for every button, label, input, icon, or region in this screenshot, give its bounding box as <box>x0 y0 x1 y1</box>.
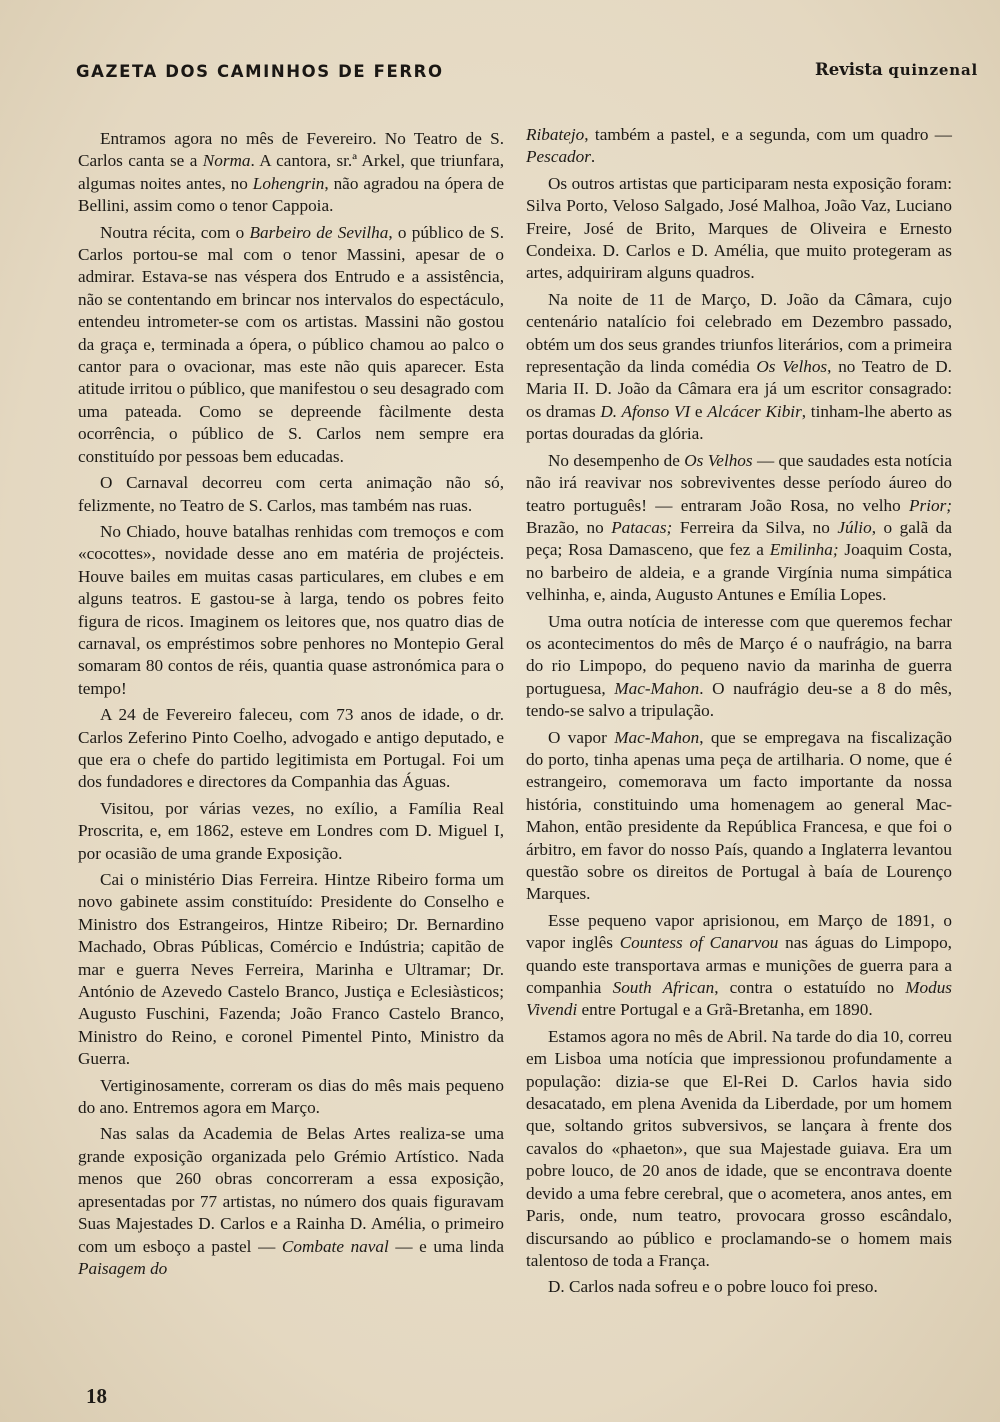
italic-text: Júlio <box>837 517 872 537</box>
paragraph <box>78 472 504 517</box>
paragraph <box>78 869 504 1071</box>
text-run: No Chiado, houve batalhas renhidas com tremoços e com «cocottes», novidade desse ano em matéria de projécteis. Houve bailes em muitas casas particulares, em clubes e em alguns teatros. E gastou-se à larga, tendo os pobres feito figura de ricos. Imaginem os leitores que, nos quatro dias de carnaval, os empréstimos sobre penhores no Montepio Geral somaram 80 contos de réis, quantia quase astronómica para o tempo! <box>78 521 504 698</box>
page-number: 18 <box>86 1384 107 1408</box>
italic-text: Barbeiro de Sevilha <box>249 222 389 242</box>
paragraph <box>78 222 504 468</box>
text-run: entre Portugal e a Grã-Bretanha, em 1890. <box>577 1000 873 1020</box>
left-column <box>78 128 504 1284</box>
italic-text: Lohengrin <box>252 173 325 193</box>
italic-text: Paisagem do <box>78 1258 168 1278</box>
text-run: — e uma linda <box>388 1236 504 1256</box>
paragraph <box>526 289 952 446</box>
italic-text: Patacas; <box>611 517 673 537</box>
text-run: . <box>590 147 596 167</box>
paragraph <box>78 1123 504 1280</box>
italic-text: Norma <box>202 151 251 171</box>
italic-text: Pescador <box>526 147 591 167</box>
italic-text: Mac-Mahon <box>614 727 700 747</box>
text-run: , também a pastel, e a segunda, com um quadro — <box>584 125 952 144</box>
text-run: No desempenho de <box>548 450 685 470</box>
italic-text: Modus Vivendi <box>526 978 952 1020</box>
text-run: , não agradou na ópera de Bellini, assim como o tenor Cappoia. <box>78 173 504 216</box>
paragraph <box>526 173 952 285</box>
paragraph <box>526 1026 952 1272</box>
text-run: Visitou, por várias vezes, no exílio, a Família Real Proscrita, e, em 1862, esteve em Londres com D. Miguel I, por ocasião de uma grande Exposição. <box>78 798 504 863</box>
paragraph <box>78 521 504 700</box>
text-run: . A cantora, sr.ª Arkel, que triunfara, algumas noites antes, no <box>78 151 504 193</box>
text-run: Noutra récita, com o <box>100 222 250 242</box>
italic-text: Emilinha; <box>769 540 839 560</box>
paragraph <box>78 1075 504 1120</box>
text-run: , o público de S. Carlos portou-se mal com o tenor Massini, apesar de o admirar. Estava-se nas véspera dos Entrudo e a assistência, não se contentando em brincar nos intervalos do espectáculo, entendeu intrometer-se com os artistas. Massini não gostou da graça e, terminada a ópera, o público chamou ao palco o cantor para o ovacionar, mas este não quis aparecer. Esta atitude irritou o público, que manifestou o seu desagrado com uma pateada. Como se depreende fàcilmente desta ocorrência, o público de S. Carlos nem sempre era constituído por pessoas bem educadas. <box>78 222 504 466</box>
italic-text: Prior; <box>909 495 952 515</box>
paragraph <box>526 1276 952 1298</box>
text-run: e <box>690 401 708 421</box>
text-run: Nas salas da Academia de Belas Artes realiza-se uma grande exposição organizada pelo Grémio Artístico. Nada menos que 260 obras concorreram a essa exposição, apresentadas por 77 artistas, no número dos quais figuravam Suas Majestades D. Carlos e a Rainha D. Amélia, o primeiro com um esboço a pastel — <box>78 1124 504 1256</box>
text-run: Os outros artistas que participaram nesta exposição foram: Silva Porto, Veloso Salgado, José Malhoa, João Vaz, Luciano Freire, José de Brito, Marques de Oliveira e Ernesto Condeixa. D. Carlos e D. Amélia, que muito protegeram as artes, adquiriram alguns quadros. <box>526 173 952 283</box>
text-run: . O naufrágio deu-se a 8 do mês, tendo-se salvo a tripulação. <box>526 678 952 721</box>
text-run: , contra o estatuído no <box>714 978 906 998</box>
italic-text: Ribatejo <box>526 125 585 144</box>
text-run: , que se empregava na fiscalização do porto, tinha apenas uma peça de artilharia. O nome, que é estrangeiro, comemorava um facto importante da nossa história, constituindo uma homenagem ao general Mac-Mahon, então presidente da República Francesa, e que foi o árbitro, em favor do nosso País, quando a Inglaterra levantou questão sobre os direitos de Portugal à baía de Lourenço Marques. <box>526 727 952 904</box>
text-run: A 24 de Fevereiro faleceu, com 73 anos de idade, o dr. Carlos Zeferino Pinto Coelho, advogado e antigo deputado, e que era o chefe do partido legitimista em Portugal. Foi um dos fundadores e directores da Companhia das Águas. <box>78 705 504 792</box>
subtitle-rest: quinzenal <box>888 61 978 79</box>
italic-text: Os Velhos <box>756 357 828 377</box>
italic-text: Combate naval <box>281 1236 389 1256</box>
page-header <box>76 62 978 92</box>
italic-text: Countess of Canarvou <box>619 933 779 953</box>
text-run: Estamos agora no mês de Abril. Na tarde do dia 10, correu em Lisboa uma notícia que impressionou profundamente a população: dizia-se que El-Rei D. Carlos havia sido desacatado, em plena Avenida da Liberdade, por um homem que, soltando gritos subversivos, se lançara à frente dos cavalos do «phaeton», que sua Majestade guiava. Era um pobre louco, de 20 anos de idade, que se encontrava doente devido a uma febre cerebral, que o acometera, anos antes, em Paris, onde, num teatro, provocara grosso escândalo, discursando ao público e proclamando-se o homem mais talentoso de toda a França. <box>526 1026 952 1270</box>
text-run: O vapor <box>548 727 615 747</box>
paragraph <box>78 128 504 218</box>
text-run: Cai o ministério Dias Ferreira. Hintze Ribeiro forma um novo gabinete assim constituído: Presidente do Conselho e Ministro dos Estrangeiros, Hintze Ribeiro; Dr. Bernardino Machado, Obras Públicas, Comércio e Indústria; capitão de mar e guerra Neves Ferreira, Marinha e Ultramar; Dr. António de Azevedo Castelo Branco, Justiça e Eclesiàsticos; Augusto Fuschini, Fazenda; João Franco Castelo Branco, Ministro do Reino, e coronel Pimentel Pinto, Ministro da Guerra. <box>78 870 504 1069</box>
italic-text: South African <box>612 978 715 998</box>
text-run: , o galã da peça; Rosa Damasceno, que fez a <box>526 517 952 560</box>
italic-text: Alcácer Kibir <box>707 401 802 421</box>
italic-text: D. Afonso VI <box>600 401 691 421</box>
italic-text: Os Velhos <box>684 450 753 470</box>
text-run: Ferreira da Silva, no <box>672 517 838 537</box>
italic-text: Mac-Mahon <box>614 678 700 698</box>
text-run: Joaquim Costa, no barbeiro de aldeia, e a grande Virgínia numa simpática velhinha, e, ainda, Augusto Antunes e Emília Lopes. <box>526 540 952 605</box>
paragraph <box>526 124 952 169</box>
right-column <box>526 124 952 1303</box>
publication-subtitle <box>815 60 978 79</box>
text-run: O Carnaval decorreu com certa animação não só, felizmente, no Teatro de S. Carlos, mas também nas ruas. <box>78 473 504 515</box>
publication-title: GAZETA DOS CAMINHOS DE FERRO <box>76 62 444 81</box>
text-run: — que saudades esta notícia não irá reavivar nos sobreviventes desse período áureo do teatro português! — entraram João Rosa, no velho <box>526 450 952 515</box>
paragraph <box>526 450 952 607</box>
paragraph <box>526 910 952 1022</box>
paragraph <box>78 704 504 794</box>
text-run: , no Teatro de D. Maria II. D. João da Câmara era já um escritor consagrado: os dramas <box>526 357 952 421</box>
text-run: Vertiginosamente, correram os dias do mês mais pequeno do ano. Entremos agora em Março. <box>78 1075 504 1118</box>
text-run: Brazão, no <box>526 517 612 537</box>
text-run: Esse pequeno vapor aprisionou, em Março de 1891, o vapor inglês <box>526 910 952 953</box>
paragraph <box>78 798 504 865</box>
text-run: nas águas do Limpopo, quando este transportava armas e munições de guerra para a companhia <box>526 933 952 998</box>
text-run: Na noite de 11 de Março, D. João da Câmara, cujo centenário natalício foi celebrado em Dezembro passado, obtém um dos seus grandes triunfos literários, com a primeira representação da linda comédia <box>526 289 952 377</box>
paragraph <box>526 611 952 723</box>
subtitle-bold: Revista <box>814 60 883 79</box>
paragraph <box>526 727 952 906</box>
text-run: Entramos agora no mês de Fevereiro. No Teatro de S. Carlos canta se a <box>78 129 504 171</box>
text-run: , tinham-lhe aberto as portas douradas da glória. <box>526 401 952 444</box>
text-run: D. Carlos nada sofreu e o pobre louco foi preso. <box>548 1277 878 1297</box>
text-run: Uma outra notícia de interesse com que queremos fechar os acontecimentos do mês de Março é o naufrágio, na barra do rio Limpopo, do pequeno navio da marinha de guerra portuguesa, <box>526 611 952 698</box>
